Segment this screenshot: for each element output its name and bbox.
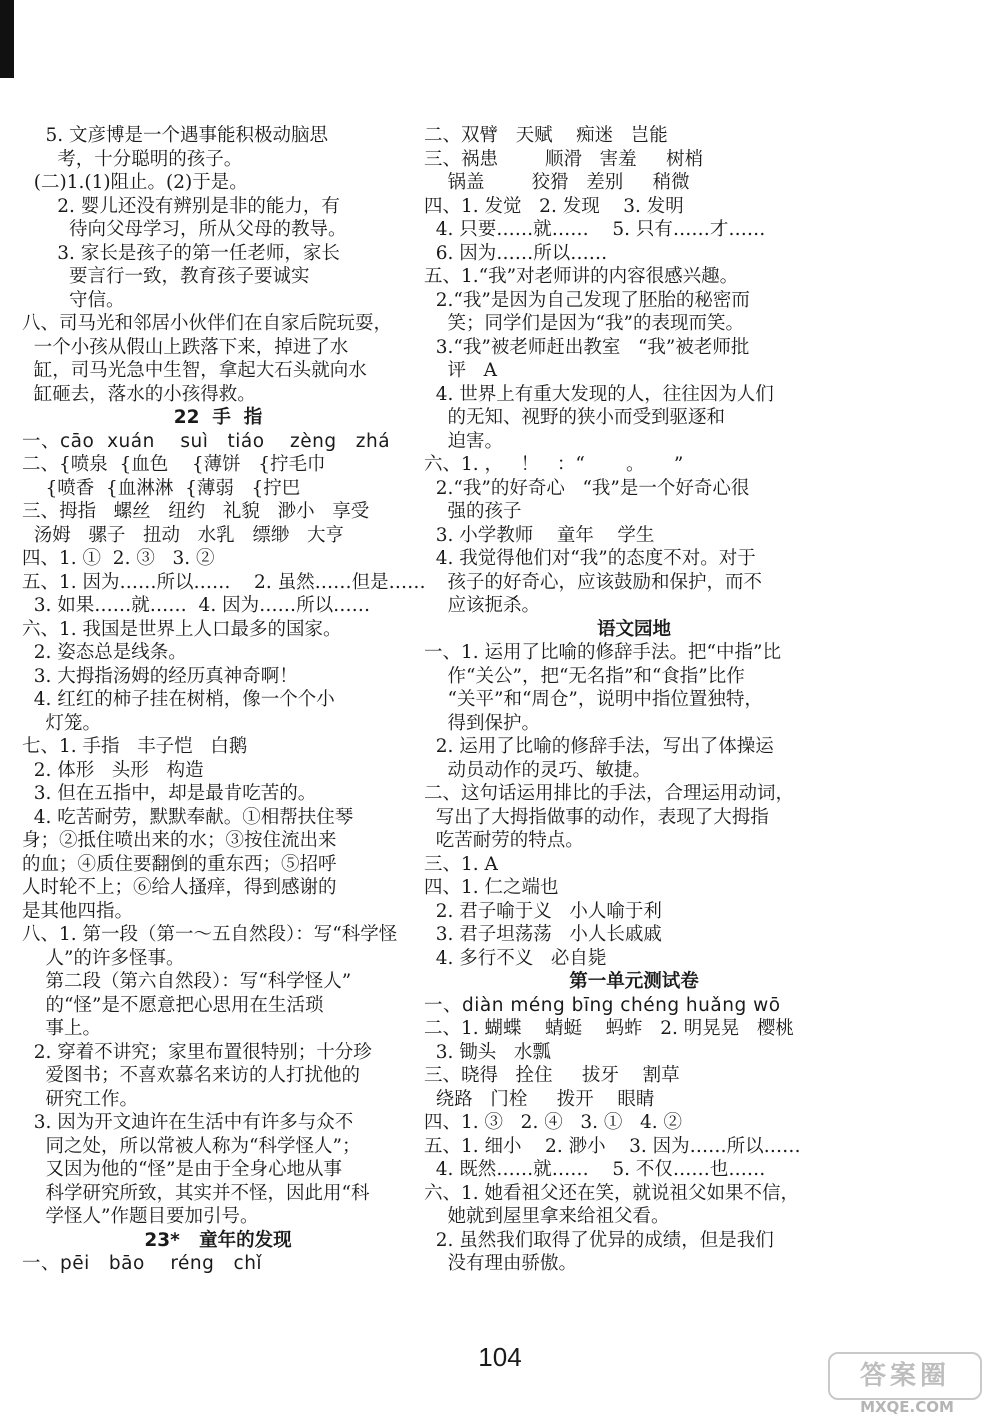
answer-line: 守信。: [22, 289, 125, 311]
answer-line: 2. 君子喻于义 小人喻于利: [424, 900, 662, 922]
answer-line: 4. 红红的柿子挂在树梢，像一个个小: [22, 689, 335, 710]
answer-line: “关平”和“周仓”，说明中指位置独特，: [424, 689, 763, 710]
answer-line: 一、diàn méng bīng chéng huǎng wō: [424, 994, 781, 1016]
answer-line: 同之处，所以常被人称为“科学怪人”；: [22, 1135, 361, 1157]
answer-line: 3.“我”被老师赶出教室 “我”被老师批: [424, 336, 750, 358]
answer-line: 七、1. 手指 丰子恺 白鹅: [22, 736, 248, 757]
answer-line: (二)1.(1)阻止。(2)于是。: [22, 172, 248, 193]
answer-line: 3. 大拇指汤姆的经历真神奇啊！: [22, 665, 298, 687]
answer-line: 笑；同学们是因为“我”的表现而笑。: [424, 313, 744, 334]
answer-line: 5. 文彦博是一个遇事能积极动脑思: [22, 125, 329, 146]
answer-line: 应该扼杀。: [424, 595, 541, 616]
answer-line: 吃苦耐劳的特点。: [424, 830, 584, 851]
answer-line: 一、pēi bāo réng chǐ: [22, 1253, 263, 1274]
section-heading: 第一单元测试卷: [569, 971, 699, 992]
answer-line: 研究工作。: [22, 1088, 139, 1110]
answer-line: 又因为他的“怪”是由于全身心地从事: [22, 1159, 342, 1180]
answer-line: 4. 吃苦耐劳，默默奉献。①相帮扶住琴: [22, 806, 354, 828]
left-answer-column: [22, 124, 426, 1276]
answer-line: 人”的许多怪事。: [22, 947, 185, 969]
answer-line: 八、司马光和邻居小伙伴们在自家后院玩耍，: [22, 313, 393, 334]
answer-line: 写出了大拇指做事的动作，表现了大拇指: [424, 806, 769, 828]
answer-line: 五、1.“我”对老师讲的内容很感兴趣。: [424, 266, 739, 287]
answer-line: 考，十分聪明的孩子。: [22, 148, 243, 170]
answer-line: 的血；④质住要翻倒的重东西；⑤招呼: [22, 853, 337, 875]
scan-edge-mark: [0, 0, 14, 78]
answer-line: 五、1. 因为……所以…… 2. 虽然……但是……: [22, 571, 426, 593]
answer-line: 的无知、视野的狭小而受到驱逐和: [424, 407, 726, 428]
answer-line: 4. 我觉得他们对“我”的态度不对。对于: [424, 548, 756, 569]
answer-line: 3. 如果……就…… 4. 因为……所以……: [22, 595, 371, 616]
answer-line: 灯笼。: [22, 712, 102, 734]
answer-line: 四、1. 发觉 2. 发现 3. 发明: [424, 195, 684, 217]
answer-line: 二、这句话运用排比的手法，合理运用动词，: [424, 783, 795, 804]
answer-line: 缸砸去，落水的小孩得救。: [22, 383, 256, 405]
section-heading: 23* 童年的发现: [144, 1229, 292, 1251]
answer-line: 她就到屋里拿来给祖父看。: [424, 1206, 670, 1227]
answer-line: 2. 虽然我们取得了优异的成绩，但是我们: [424, 1229, 774, 1251]
answer-line: 2. 运用了比喻的修辞手法，写出了体操运: [424, 736, 774, 757]
answer-line: 4. 多行不义 必自毙: [424, 947, 607, 969]
watermark-logo: 答案圈: [828, 1352, 982, 1400]
answer-line: 三、祸患 顺滑 害羞 树梢: [424, 148, 704, 170]
answer-line: 2. 体形 头形 构造: [22, 759, 204, 781]
answer-line: 三、1. A: [424, 853, 498, 875]
answer-line: 4. 只要……就…… 5. 只有……才……: [424, 219, 766, 240]
answer-line: 科学研究所致，其实并不怪，因此用“科: [22, 1182, 370, 1204]
answer-line: 二、双臂 天赋 痴迷 岂能: [424, 125, 668, 146]
answer-line: 作“关公”，把“无名指”和“食指”比作: [424, 665, 745, 687]
answer-line: 2. 姿态总是线条。: [22, 642, 187, 663]
answer-line: 评 A: [424, 360, 498, 381]
answer-line: 汤姆 骡子 扭动 水乳 缥缈 大亨: [22, 524, 344, 546]
answer-line: 6. 因为……所以……: [424, 242, 608, 264]
answer-line: 一、cāo xuán suì tiáo zèng zhá: [22, 430, 391, 452]
answer-line: 迫害。: [424, 430, 504, 452]
answer-line: 四、1. ③ 2. ④ 3. ① 4. ②: [424, 1112, 683, 1133]
answer-line: 3. 因为开文迪许在生活中有许多与众不: [22, 1112, 354, 1133]
watermark: [832, 1352, 982, 1416]
answer-line: 绕路 门栓 拨开 眼睛: [424, 1088, 655, 1110]
answer-line: 一个小孩从假山上跌落下来，掉进了水: [22, 336, 349, 358]
answer-line: 事上。: [22, 1018, 102, 1039]
answer-line: 3. 但在五指中，却是最肯吃苦的。: [22, 783, 317, 804]
page-number: 104: [478, 1342, 522, 1372]
answer-line: 人时轮不上；⑥给人搔痒，得到感谢的: [22, 877, 337, 898]
answer-line: 六、1. ， ！ ：“ 。 ”: [424, 454, 684, 475]
answer-line: 锅盖 狡猾 差别 稍微: [424, 172, 690, 193]
answer-line: 爱图书；不喜欢慕名来访的人打扰他的: [22, 1065, 361, 1086]
answer-line: 孩子的好奇心，应该鼓励和保护，而不: [424, 571, 763, 593]
watermark-site: MXQE.COM: [860, 1398, 954, 1416]
answer-line: 2. 穿着不讲究；家里布置很特别；十分珍: [22, 1041, 372, 1063]
answer-line: 二、{喷泉 {血色 {薄饼 {拧毛巾: [22, 454, 326, 475]
answer-line: 动员动作的灵巧、敏捷。: [424, 759, 652, 781]
answer-line: 六、1. 她看祖父还在笑，就说祖父如果不信，: [424, 1182, 800, 1204]
answer-line: 得到保护。: [424, 712, 541, 734]
answer-line: 四、1. ① 2. ③ 3. ②: [22, 548, 215, 569]
answer-line: {喷香 {血淋淋 {薄弱 {拧巴: [22, 477, 301, 499]
answer-line: 4. 世界上有重大发现的人，往往因为人们: [424, 383, 774, 405]
answer-line: 三、拇指 螺丝 纽约 礼貌 渺小 享受: [22, 501, 370, 522]
answer-line: 八、1. 第一段（第一～五自然段）：写“科学怪: [22, 924, 398, 945]
answer-line: 第二段（第六自然段）：写“科学怪人”: [22, 971, 352, 992]
answer-line: 的“怪”是不愿意把心思用在生活琐: [22, 994, 324, 1016]
section-heading: 22 手 指: [173, 407, 263, 428]
answer-line: 3. 家长是孩子的第一任老师，家长: [22, 242, 340, 264]
answer-line: 2. 婴儿还没有辨别是非的能力，有: [22, 195, 340, 217]
answer-line: 六、1. 我国是世界上人口最多的国家。: [22, 618, 342, 640]
answer-line: 学怪人”作题目要加引号。: [22, 1206, 259, 1227]
answer-line: 2.“我”的好奇心 “我”是一个好奇心很: [424, 477, 750, 499]
section-heading: 语文园地: [596, 618, 671, 640]
answer-line: 三、晓得 拴住 拔牙 割草: [424, 1065, 680, 1086]
answer-line: 四、1. 仁之端也: [424, 877, 559, 898]
answer-line: 缸，司马光急中生智，拿起大石头就向水: [22, 360, 367, 381]
answer-line: 一、1. 运用了比喻的修辞手法。把“中指”比: [424, 642, 781, 663]
answer-line: 五、1. 细小 2. 渺小 3. 因为……所以……: [424, 1135, 801, 1157]
answer-line: 强的孩子: [424, 501, 522, 522]
answer-line: 没有理由骄傲。: [424, 1253, 578, 1274]
answer-line: 2.“我”是因为自己发现了胚胎的秘密而: [424, 289, 750, 311]
answer-line: 3. 锄头 水瓢: [424, 1041, 551, 1063]
right-answer-column: [424, 124, 844, 1276]
answer-line: 3. 小学教师 童年 学生: [424, 524, 655, 546]
answer-line: 二、1. 蝴蝶 蜻蜓 蚂蚱 2. 明晃晃 樱桃: [424, 1018, 794, 1039]
answer-line: 身；②抵住喷出来的水；③按住流出来: [22, 830, 337, 851]
answer-line: 3. 君子坦荡荡 小人长戚戚: [424, 924, 662, 945]
answer-line: 要言行一致，教育孩子要诚实: [22, 266, 310, 287]
answer-line: 待向父母学习，所从父母的教导。: [22, 219, 347, 240]
answer-line: 4. 既然……就…… 5. 不仅……也……: [424, 1159, 766, 1180]
answer-line: 是其他四指。: [22, 900, 134, 922]
